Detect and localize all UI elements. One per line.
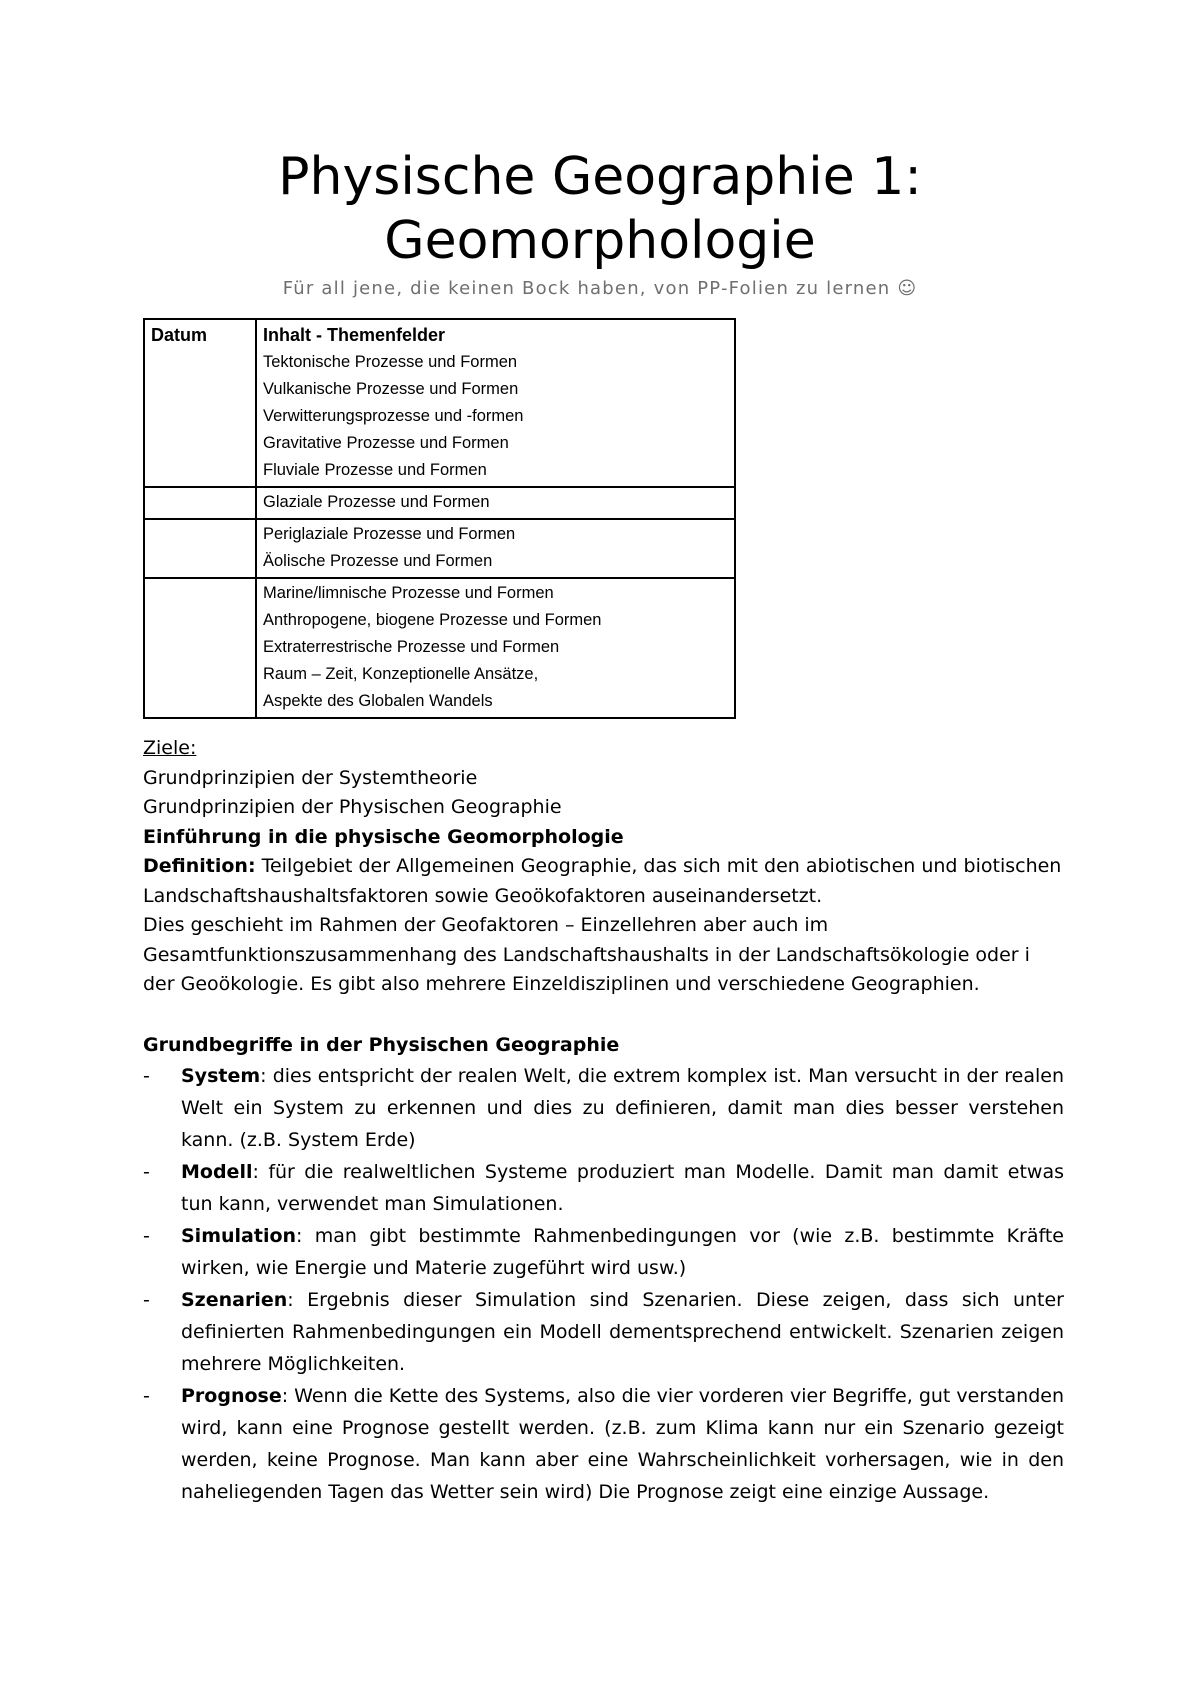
term-text: : für die realweltlichen Systeme produziert man Modelle. Damit man damit etwas tun kann, verwendet man Simulationen. xyxy=(181,1161,1064,1215)
list-item: - Prognose: Wenn die Kette des Systems, also die vier vorderen vier Begriffe, gut verstanden wird, kann eine Prognose gestellt werden. (z.B. zum Klima kann nur ein Szenario gezeigt werden, keine Prognose. Man kann aber eine Wahrscheinlichkeit vorhersagen, wie in den naheliegenden Tagen das Wetter sein wird) Die Prognose zeigt eine einzige Aussage. xyxy=(143,1385,1064,1503)
topic-item: Verwitterungsprozesse und -formen xyxy=(263,407,524,425)
content-cell xyxy=(256,578,735,718)
topic-item: Äolische Prozesse und Formen xyxy=(263,552,493,570)
term-label: System xyxy=(181,1065,261,1087)
topic-item: Raum – Zeit, Konzeptionelle Ansätze, xyxy=(263,665,539,683)
table-row xyxy=(144,487,735,519)
date-cell xyxy=(144,319,256,487)
date-cell xyxy=(144,487,256,519)
term-text: : man gibt bestimmte Rahmenbedingungen vor (wie z.B. bestimmte Kräfte wirken, wie Energie und Materie zugeführt wird usw.) xyxy=(181,1225,1064,1279)
list-item: - System: dies entspricht der realen Welt, die extrem komplex ist. Man versucht in der realen Welt ein System zu erkennen und dies zu definieren, damit man dies besser verstehen kann. (z.B. System Erde) xyxy=(143,1065,1064,1151)
topic-item: Vulkanische Prozesse und Formen xyxy=(263,380,519,398)
goals-section xyxy=(143,734,1064,1000)
header-content: Inhalt - Themenfelder xyxy=(263,325,446,345)
table-row xyxy=(144,519,735,578)
terms-heading: Grundbegriffe in der Physischen Geographie xyxy=(143,1034,620,1056)
term-text: : dies entspricht der realen Welt, die extrem komplex ist. Man versucht in der realen Welt ein System zu erkennen und dies zu definieren, damit man dies besser verstehen kann. (z.B. System Erde) xyxy=(181,1065,1064,1151)
topic-item: Marine/limnische Prozesse und Formen xyxy=(263,584,554,602)
intro-heading: Einführung in die physische Geomorphologie xyxy=(143,825,624,848)
document-title-line-1: Physische Geographie 1: xyxy=(278,147,922,207)
term-label: Prognose xyxy=(181,1385,282,1407)
document-subtitle: Für all jene, die keinen Bock haben, von PP-Folien zu lernen ☺ xyxy=(282,278,918,299)
list-item: - Szenarien: Ergebnis dieser Simulation sind Szenarien. Diese zeigen, dass sich unter definierten Rahmenbedingungen ein Modell dementsprechend entwickelt. Szenarien zeigen mehrere Möglichkeiten. xyxy=(143,1289,1064,1375)
date-cell xyxy=(144,578,256,718)
geofactors-paragraph: Dies geschieht im Rahmen der Geofaktoren – Einzellehren aber auch im Gesamtfunktionszusammenhang des Landschaftshaushalts in der Landschaftsökologie oder i der Geoökologie. Es gibt also mehrere Einzeldisziplinen und verschiedene Geographien. xyxy=(143,914,1030,995)
content-cell xyxy=(256,487,735,519)
topic-item: Tektonische Prozesse und Formen xyxy=(263,353,518,371)
definition-paragraph xyxy=(143,852,1064,911)
topic-item: Periglaziale Prozesse und Formen xyxy=(263,525,516,543)
topic-item: Fluviale Prozesse und Formen xyxy=(263,461,487,479)
date-cell xyxy=(144,519,256,578)
topic-item: Gravitative Prozesse und Formen xyxy=(263,434,509,452)
term-label: Modell xyxy=(181,1161,253,1183)
topic-item: Aspekte des Globalen Wandels xyxy=(263,692,493,710)
list-item: - Simulation: man gibt bestimmte Rahmenbedingungen vor (wie z.B. bestimmte Kräfte wirken, wie Energie und Materie zugeführt wird usw.) xyxy=(143,1225,1064,1279)
goal-item: Grundprinzipien der Physischen Geographie xyxy=(143,796,562,818)
goals-heading: Ziele: xyxy=(143,737,197,759)
term-label: Szenarien xyxy=(181,1289,288,1311)
content-cell xyxy=(256,319,735,487)
definition-text: Teilgebiet der Allgemeinen Geographie, das sich mit den abiotischen und biotischen Landschaftshaushaltsfaktoren sowie Geoökofaktoren auseinandersetzt. xyxy=(143,855,1062,907)
document-title-line-2: Geomorphologie xyxy=(384,211,816,271)
definition-label: Definition: xyxy=(143,855,256,877)
term-label: Simulation xyxy=(181,1225,297,1247)
term-text: : Wenn die Kette des Systems, also die vier vorderen vier Begriffe, gut verstanden wird, kann eine Prognose gestellt werden. (z.B. zum Klima kann nur ein Szenario gezeigt werden, keine Prognose. Man kann aber eine Wahrscheinlichkeit vorhersagen, wie in den naheliegenden Tagen das Wetter sein wird) Die Prognose zeigt eine einzige Aussage. xyxy=(181,1385,1064,1503)
table-row xyxy=(144,578,735,718)
term-text: : Ergebnis dieser Simulation sind Szenarien. Diese zeigen, dass sich unter definierten Rahmenbedingungen ein Modell dementsprechend entwickelt. Szenarien zeigen mehrere Möglichkeiten. xyxy=(181,1289,1064,1375)
content-cell xyxy=(256,519,735,578)
terms-list xyxy=(143,1060,1064,1508)
topic-item: Glaziale Prozesse und Formen xyxy=(263,493,490,511)
goal-item: Grundprinzipien der Systemtheorie xyxy=(143,766,478,789)
topic-item: Anthropogene, biogene Prozesse und Formen xyxy=(263,611,602,629)
topics-table xyxy=(143,318,736,719)
list-item: - Modell: für die realweltlichen Systeme produziert man Modelle. Damit man damit etwas tun kann, verwendet man Simulationen. xyxy=(143,1161,1064,1215)
table-row xyxy=(144,319,735,487)
topic-item: Extraterrestrische Prozesse und Formen xyxy=(263,638,560,656)
header-date: Datum xyxy=(151,325,208,345)
